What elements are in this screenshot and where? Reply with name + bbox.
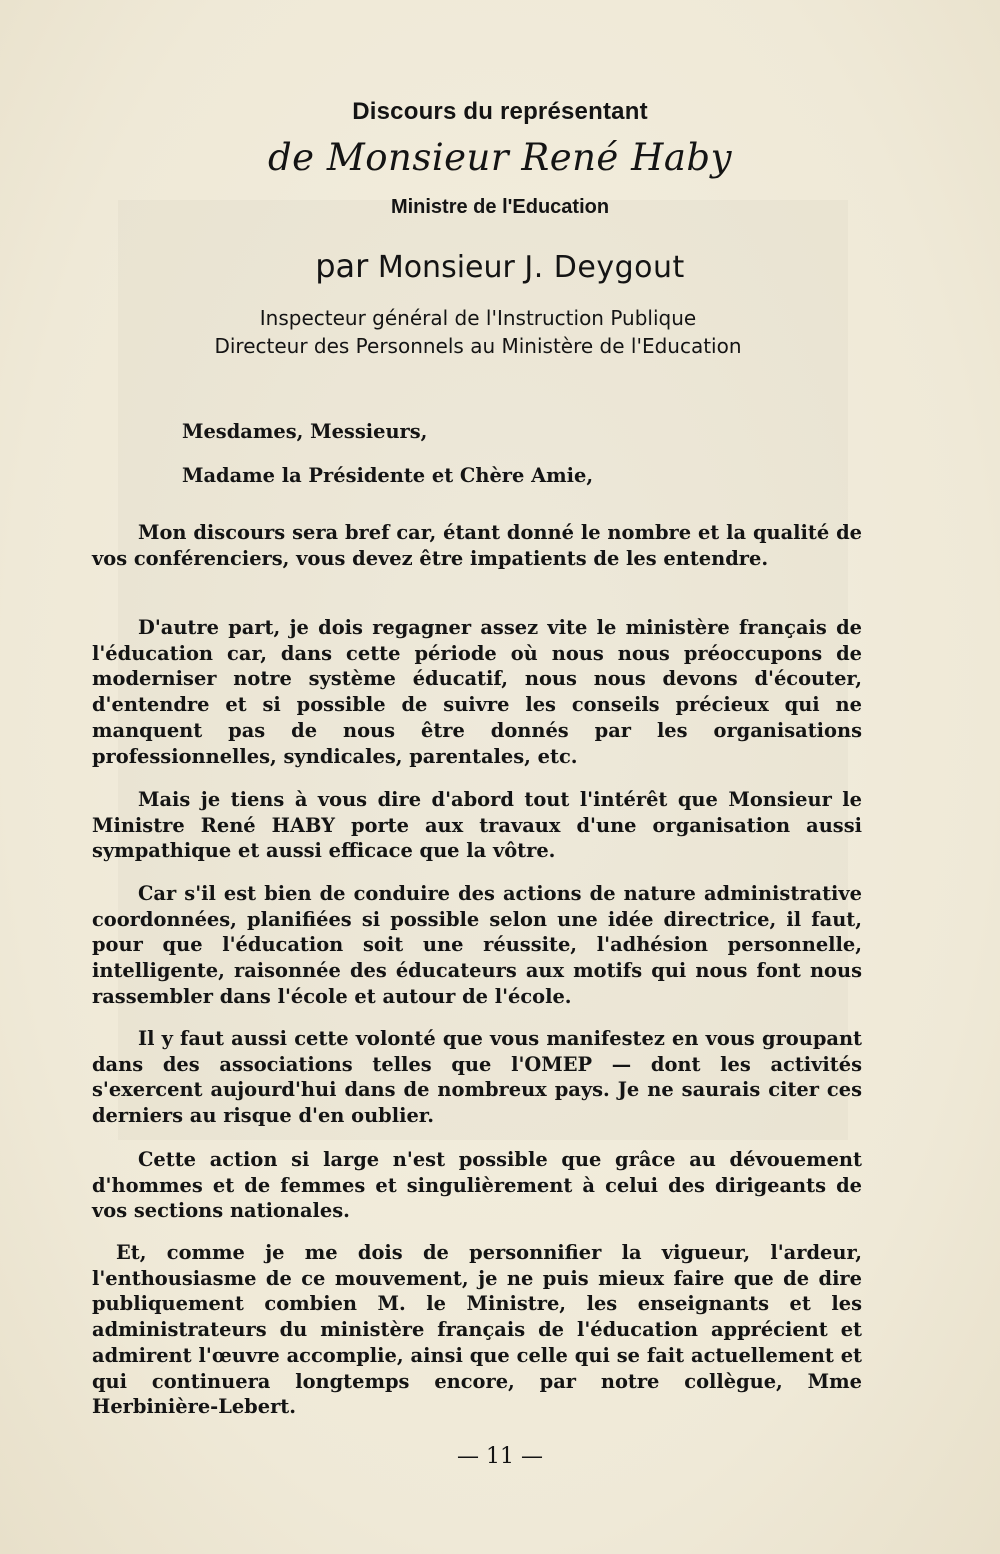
salutation-1: Mesdames, Messieurs, bbox=[182, 420, 428, 443]
speaker-name: J. Deygout bbox=[524, 250, 685, 285]
paragraph-5 bbox=[92, 1026, 862, 1129]
paragraph-text: Cette action si large n'est possible que grâce au dévouement d'hommes et de femmes et singulièrement à celui des dirigeants de vos sections nationales. bbox=[92, 1148, 862, 1223]
speaker-role-1: Inspecteur général de l'Instruction Publique bbox=[259, 306, 697, 330]
paragraph-4 bbox=[92, 881, 862, 1010]
paragraph-1 bbox=[92, 520, 862, 571]
salutation-2: Madame la Présidente et Chère Amie, bbox=[182, 464, 594, 487]
paragraph-text: Mais je tiens à vous dire d'abord tout l'intérêt que Monsieur le Ministre René HABY porte aux travaux d'une organisation aussi sympathique et aussi efficace que la vôtre. bbox=[92, 788, 862, 863]
speech-title: Discours du représentant bbox=[352, 98, 648, 125]
minister-role: Ministre de l'Education bbox=[390, 196, 610, 218]
paragraph-text: Car s'il est bien de conduire des actions de nature administrative coordonnées, planifiées si possible selon une idée directrice, il faut, pour que l'éducation soit une réussite, l'adhésion personnelle, intelligente, raisonnée des éducateurs aux motifs qui nous font nous rassembler dans l'école et autour de l'école. bbox=[92, 882, 862, 1008]
paragraph-text: D'autre part, je dois regagner assez vite le ministère français de l'éducation car, dans cette période où nous nous préoccupons de moderniser notre système éducatif, nous nous devons d'écouter, d'entendre et si possible de suivre les conseils précieux qui ne manquent pas de nous être donnés par les organisations professionnelles, syndicales, parentales, etc. bbox=[92, 616, 862, 768]
paragraph-text: Et, comme je me dois de personnifier la vigueur, l'ardeur, l'enthousiasme de ce mouvement, je ne puis mieux faire que de dire publiquement combien M. le Ministre, les enseignants et les administrateurs du ministère français de l'éducation apprécient et admirent l'œuvre accomplie, ainsi que celle qui se fait actuellement et qui continuera longtemps encore, par notre collègue, Mme Herbinière-Lebert. bbox=[92, 1241, 862, 1419]
paragraph-text: Il y faut aussi cette volonté que vous manifestez en vous groupant dans des associations telles que l'OMEP — dont les activités s'exercent aujourd'hui dans de nombreux pays. Je ne saurais citer ces derniers au risque d'en oublier. bbox=[92, 1027, 862, 1128]
minister-name-heading: de Monsieur René Haby bbox=[268, 136, 732, 179]
paragraph-3 bbox=[92, 787, 862, 864]
by-prefix: par bbox=[315, 247, 369, 285]
paragraph-7 bbox=[92, 1240, 862, 1420]
speaker-role-2: Directeur des Personnels au Ministère de l'Education bbox=[214, 334, 742, 358]
paragraph-2 bbox=[92, 615, 862, 769]
speaker-title: Monsieur bbox=[377, 250, 515, 285]
page-number: — 11 — bbox=[457, 1444, 543, 1469]
paragraph-6 bbox=[92, 1147, 862, 1224]
paragraph-text: Mon discours sera bref car, étant donné le nombre et la qualité de vos conférenciers, vous devez être impatients de les entendre. bbox=[92, 521, 862, 570]
speaker-line bbox=[0, 247, 1000, 285]
